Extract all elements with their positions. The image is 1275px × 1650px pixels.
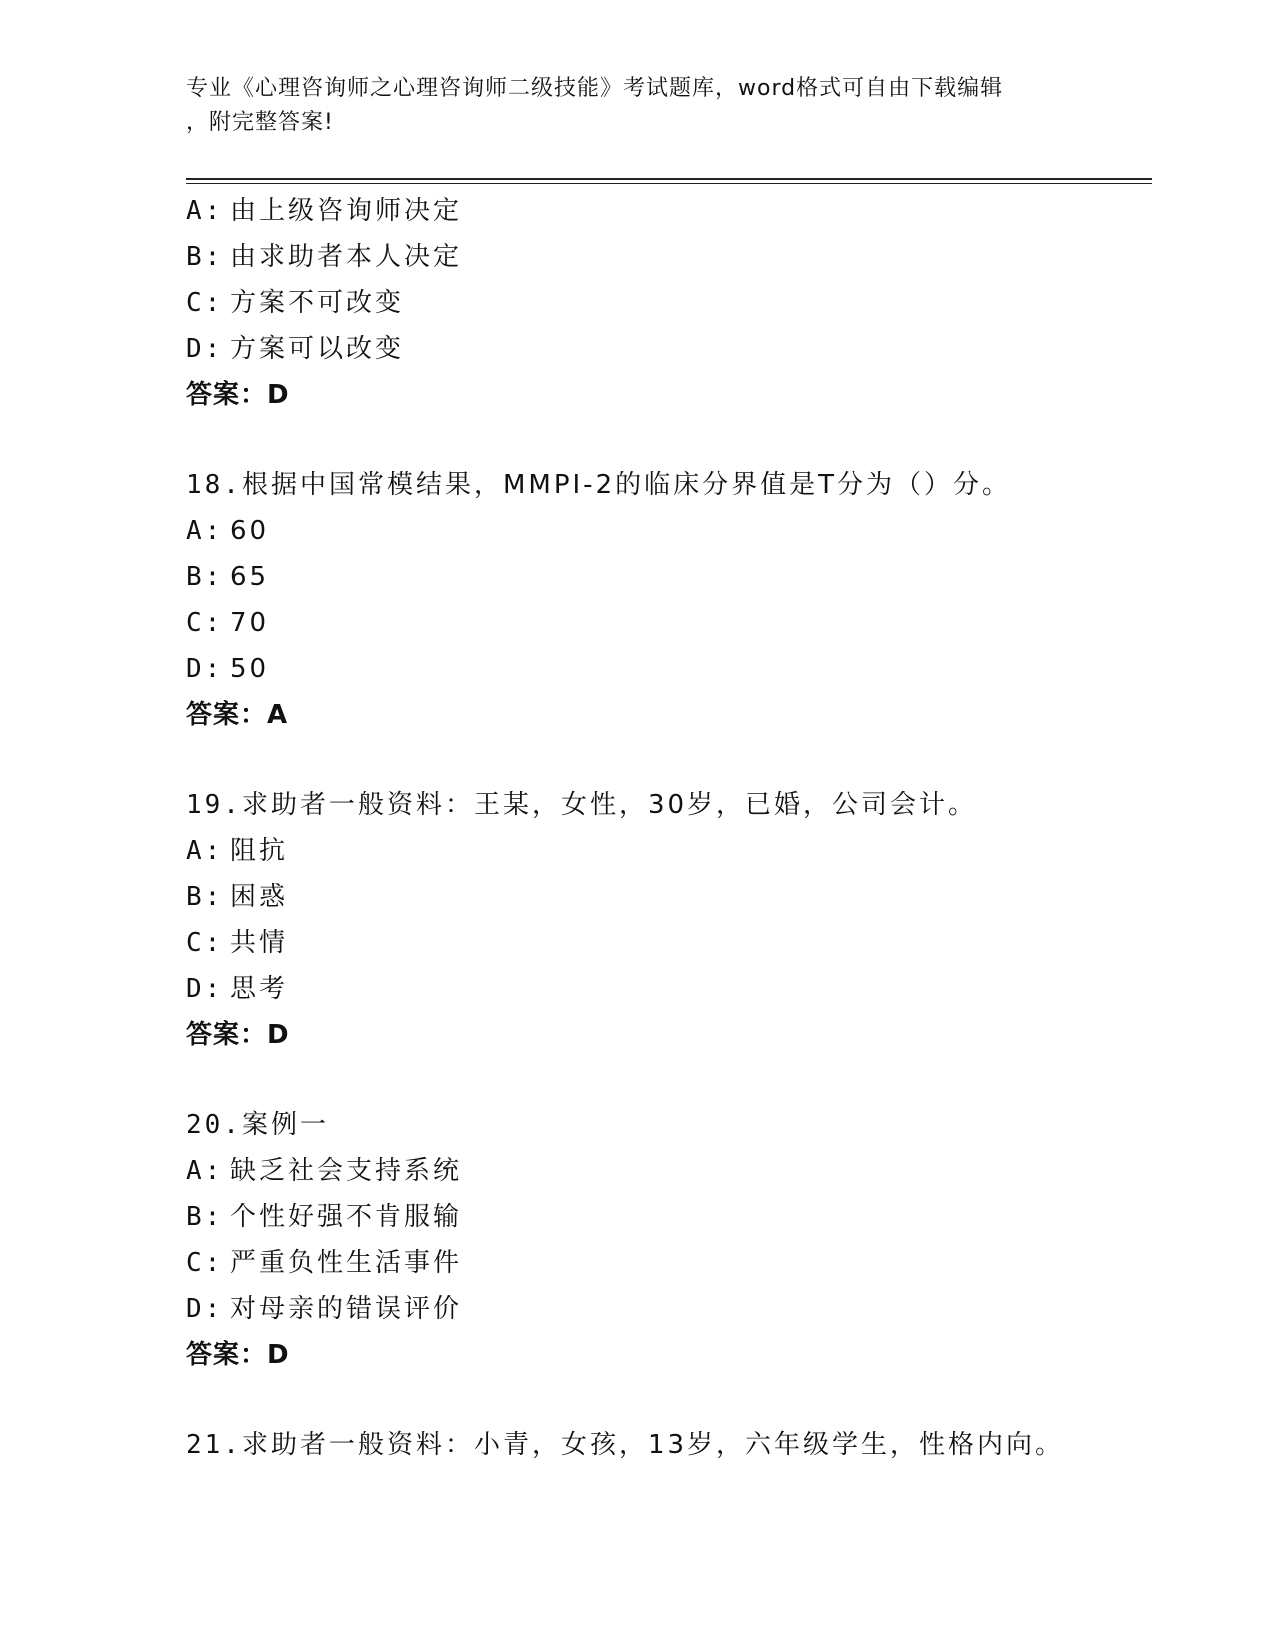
question-text: 案例一 <box>241 1110 329 1140</box>
option-line <box>186 188 1152 234</box>
option-key: B: <box>186 562 224 592</box>
question-block-18 <box>186 462 1152 738</box>
option-key: D: <box>186 1294 224 1324</box>
option-text: 由上级咨询师决定 <box>230 196 463 226</box>
answer-line: 答案：D <box>186 1340 290 1370</box>
question-number: 20. <box>186 1110 242 1140</box>
option-line <box>186 966 1152 1012</box>
question-list <box>186 188 1152 1468</box>
option-line <box>186 280 1152 326</box>
option-text: 缺乏社会支持系统 <box>230 1156 463 1186</box>
option-text: 个性好强不肯服输 <box>230 1202 463 1232</box>
answer-line: 答案：A <box>186 700 289 730</box>
option-line <box>186 234 1152 280</box>
question-block-19 <box>186 782 1152 1058</box>
question-stem <box>186 782 1152 828</box>
option-text: 70 <box>230 608 270 638</box>
option-text: 方案可以改变 <box>230 334 405 364</box>
question-text: 根据中国常模结果，MMPI-2的临床分界值是T分为（）分。 <box>241 470 1011 500</box>
question-stem <box>186 1422 1152 1468</box>
option-key: C: <box>186 928 224 958</box>
document-header <box>186 72 1086 140</box>
option-line <box>186 828 1152 874</box>
option-text: 由求助者本人决定 <box>230 242 463 272</box>
option-text: 60 <box>230 516 270 546</box>
option-text: 对母亲的错误评价 <box>230 1294 463 1324</box>
header-divider-thin <box>186 183 1152 184</box>
option-key: C: <box>186 608 224 638</box>
option-text: 方案不可改变 <box>230 288 405 318</box>
option-key: C: <box>186 1248 224 1278</box>
option-key: B: <box>186 882 224 912</box>
option-text: 阻抗 <box>230 836 289 866</box>
header-divider-thick <box>186 178 1152 180</box>
question-number: 19. <box>186 790 242 820</box>
option-key: D: <box>186 334 224 364</box>
option-text: 65 <box>230 562 270 592</box>
question-block-20 <box>186 1102 1152 1378</box>
header-line-2: ，附完整答案! <box>186 110 334 135</box>
option-line <box>186 600 1152 646</box>
question-number: 21. <box>186 1430 242 1460</box>
option-line <box>186 1194 1152 1240</box>
answer-line: 答案：D <box>186 380 290 410</box>
option-key: B: <box>186 242 224 272</box>
option-line <box>186 554 1152 600</box>
option-line <box>186 874 1152 920</box>
option-key: A: <box>186 836 224 866</box>
prev-question-block <box>186 188 1152 418</box>
option-text: 共情 <box>230 928 289 958</box>
option-text: 严重负性生活事件 <box>230 1248 463 1278</box>
option-line <box>186 508 1152 554</box>
option-key: D: <box>186 974 224 1004</box>
option-text: 困惑 <box>230 882 289 912</box>
option-line <box>186 646 1152 692</box>
option-text: 思考 <box>230 974 289 1004</box>
question-stem <box>186 1102 1152 1148</box>
option-line <box>186 1240 1152 1286</box>
option-key: D: <box>186 654 224 684</box>
header-line-1: 专业《心理咨询师之心理咨询师二级技能》考试题库，word格式可自由下载编辑 <box>186 76 1004 101</box>
question-text: 求助者一般资料：小青，女孩，13岁，六年级学生，性格内向。 <box>241 1430 1065 1460</box>
option-key: A: <box>186 516 224 546</box>
option-key: C: <box>186 288 224 318</box>
option-key: A: <box>186 196 224 226</box>
option-line <box>186 1148 1152 1194</box>
question-text: 求助者一般资料：王某，女性，30岁，已婚，公司会计。 <box>241 790 978 820</box>
option-line <box>186 1286 1152 1332</box>
answer-line: 答案：D <box>186 1020 290 1050</box>
question-block-21 <box>186 1422 1152 1468</box>
question-number: 18. <box>186 470 242 500</box>
option-key: B: <box>186 1202 224 1232</box>
option-text: 50 <box>230 654 270 684</box>
question-stem <box>186 462 1152 508</box>
option-key: A: <box>186 1156 224 1186</box>
option-line <box>186 920 1152 966</box>
option-line <box>186 326 1152 372</box>
